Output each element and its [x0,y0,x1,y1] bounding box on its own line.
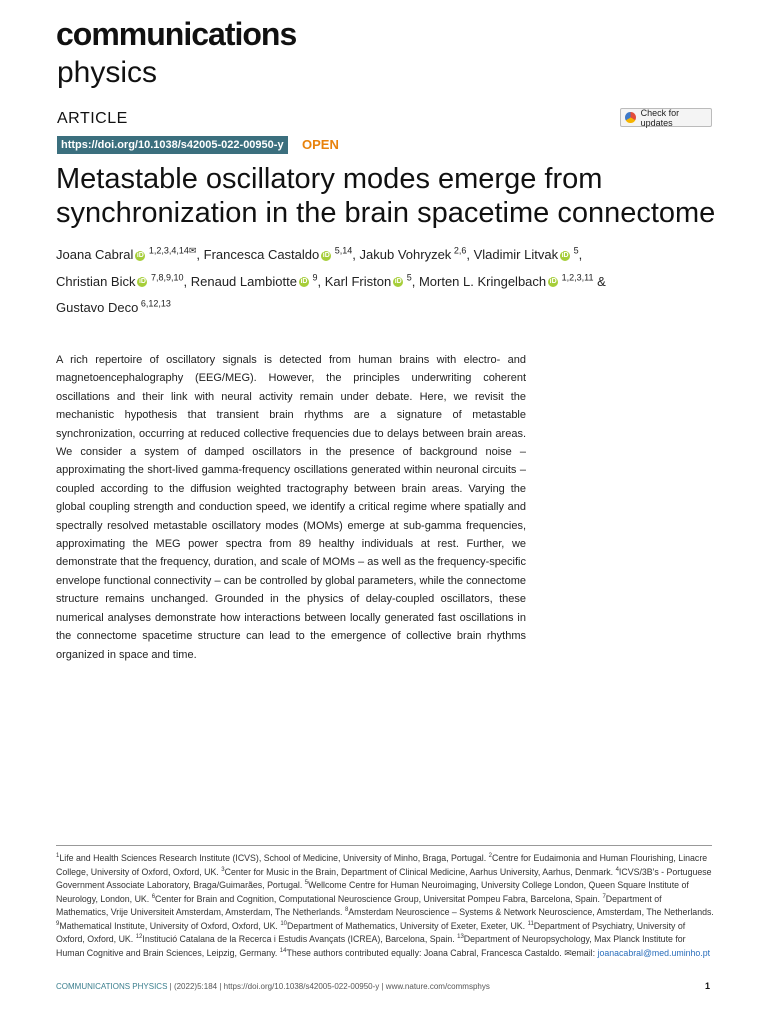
affiliation-sup: 7 [602,893,606,900]
email-label: ✉email: [564,947,598,958]
author-item: Morten L. Kringelbach iD $^{1,2,3,11}$ & [418,272,606,289]
affiliation-text: Department of Mathematics, University of Exeter, Exeter, UK. [287,920,528,931]
author-name[interactable]: Renaud Lambiotte [190,273,297,289]
affiliation-sup: 1 [56,853,60,859]
doi-link[interactable]: https://doi.org/10.1038/s42005-022-00950-y [57,136,288,154]
author-name[interactable]: Vladimir Litvak [473,247,559,263]
affiliation-text: Department of Psychiatry, University of Oxford, Oxford, UK. [56,920,686,945]
author-item: Francesca Castaldo iD $^{5,14}$, [203,246,360,263]
affiliation-text: Centre for Eudaimonia and Human Flourishing, Linacre College, University of Oxford, Oxford, UK. [56,852,708,877]
orcid-icon[interactable]: iD [322,251,330,259]
orcid-icon[interactable]: iD [561,251,569,259]
affiliation-sup: 2 [488,853,492,859]
email-link[interactable]: joanacabral@med.uminho.pt [597,947,711,958]
equal-contribution-text: These authors contributed equally: Joana Cabral, Francesca Castaldo. [286,947,565,958]
author-item: Karl Friston iD $^5$, [324,272,419,289]
author-item: Joana Cabral iD $^{1,2,3,4,14✉}$, [56,246,204,263]
author-name[interactable]: Christian Bick [56,273,136,289]
author-item: Christian Bick iD $^{7,8,9,10}$, [56,272,191,289]
orcid-icon[interactable]: iD [300,278,308,286]
orcid-icon[interactable]: iD [394,278,402,286]
author-affiliation-sup: 5,14 [332,246,353,256]
orcid-icon[interactable]: iD [138,278,146,286]
page-number: 1 [705,981,711,991]
affiliation-text: Mathematical Institute, University of Oxford, Oxford, UK. [59,920,281,931]
affiliation-sup: 9 [56,920,60,927]
affiliation-text: Amsterdam Neuroscience – Systems & Network Neuroscience, Amsterdam, The Netherlands. [348,906,714,917]
journal-subname: physics [57,56,158,89]
affiliation-sup: 13 [457,934,464,941]
affiliation-text: Center for Brain and Cognition, Computational Neuroscience Group, Universitat Pompeu Fabra, Barcelona, Spain. [155,893,603,904]
page-footer [56,982,490,991]
affiliation-sup: 4 [615,866,619,873]
article-type: ARTICLE [57,110,128,127]
affiliation-text: Department of Mathematics, Vrije Universiteit Amsterdam, Amsterdam, The Netherlands. [56,893,662,917]
affiliation-sup: 5 [304,880,309,887]
author-name[interactable]: Joana Cabral [56,247,134,263]
affiliation-text: ICVS/3B's - Portuguese Government Associate Laboratory, Braga/Guimarães, Portugal. [56,866,712,890]
check-updates-label: Check for updates [640,107,680,128]
author-name[interactable]: Jakub Vohryzek [359,247,452,263]
equal-contribution-sup: 14 [279,947,287,954]
author-name[interactable]: Francesca Castaldo [203,247,320,263]
affiliation-text: Life and Health Sciences Research Institute (ICVS), School of Medicine, University of Minho, Braga, Portugal. [59,852,489,863]
orcid-icon[interactable]: iD [136,251,144,259]
article-title: Metastable oscillatory modes emerge from synchronization in the brain spacetime connectome [56,163,716,229]
affiliation-text: Center for Music in the Brain, Department of Clinical Medicine, Aarhus University, Aarhus, Denmark. [224,866,616,877]
author-name[interactable]: Morten L. Kringelbach [418,273,547,289]
author-affiliation-sup: 5 [571,246,579,256]
author-affiliation-sup: 5 [404,272,412,283]
abstract: A rich repertoire of oscillatory signals is detected from human brains with electro- and magnetoencephalography (EEG/MEG). However, the principles underwriting coherent oscillations and their link with neural activity remain under debate. Here, we revisit the mechanistic hypothesis that transient brain rhythms are a signature of metastable synchronization, occurring at reduced collective frequencies due to delays between brain areas. We consider a system of damped oscillators in the presence of background noise – approximating the short-lived gamma-frequency oscillations generated within neuronal circuits – coupled according to the diffusion weighted tractography between brain areas. Varying the global coupling strength and conduction speed, we identify a critical regime where spatially and spectrally resolved metastable oscillatory modes (MOMs) emerge at sub-gamma frequencies, approximating the MEG power spectra from 89 healthy individuals at rest. Further, we demonstrate that the frequency, duration, and scale of MOMs – as well as the frequency-specific envelope functional connectivity – can be controlled by global parameters, while the connectome structure remains unchanged. Grounded in the physics of delay-coupled oscillators, these numerical analyses demonstrate how interactions between locally generated fast oscillations in the connectome spacetime structure can lead to the emergence of collective brain rhythms organized in space and time. [56,354,526,661]
crossmark-icon [625,112,636,123]
author-item: Vladimir Litvak iD $^5$, [473,246,583,263]
author-item [56,300,171,315]
open-access-badge: OPEN [302,137,339,152]
orcid-icon[interactable]: iD [549,278,557,286]
affiliation-sup: 8 [344,907,349,914]
author-affiliation-sup: 1,2,3,11 [559,272,594,283]
journal-name: communications [56,16,297,52]
affiliation-sup: 3 [221,866,225,873]
check-for-updates-button[interactable] [620,108,712,127]
footer-journal[interactable]: COMMUNICATIONS PHYSICS [56,982,168,991]
author-list [56,240,736,319]
author-affiliation-sup: 7,8,9,10 [148,272,184,283]
footnote-divider [56,845,712,846]
author-affiliation-sup: 2,6 [451,246,467,256]
affiliation-text: Wellcome Centre for Human Neuroimaging, University College London, Queen Square Institute of Neurology, London, UK. [56,879,689,904]
affiliation-text: Institució Catalana de la Recerca i Estudis Avançats (ICREA), Barcelona, Spain. [142,934,458,945]
author-affiliation-sup: 1,2,3,4,14✉ [146,246,197,256]
affiliations [56,851,716,959]
author-affiliation-sup: 9 [309,272,318,283]
author-item: Jakub Vohryzek $^{2,6}$, [359,246,474,263]
affiliation-sup: 6 [151,893,156,900]
affiliation-sup: 11 [527,920,534,927]
affiliation-sup: 12 [135,934,143,941]
footer-citation: | (2022)5:184 | https://doi.org/10.1038/s42005-022-00950-y | www.nature.com/commsphys [167,982,490,991]
author-name[interactable]: Gustavo Deco [56,299,139,315]
author-name[interactable]: Karl Friston [324,273,392,289]
author-item: Renaud Lambiotte iD $^9$, [190,272,325,289]
affiliation-sup: 10 [280,920,288,927]
affiliation-text: Department of Neuropsychology, Max Planck Institute for Human Cognitive and Brain Sciences, Leipzig, Germany. [56,934,686,958]
author-affiliation-sup: 6,12,13 [138,298,171,309]
